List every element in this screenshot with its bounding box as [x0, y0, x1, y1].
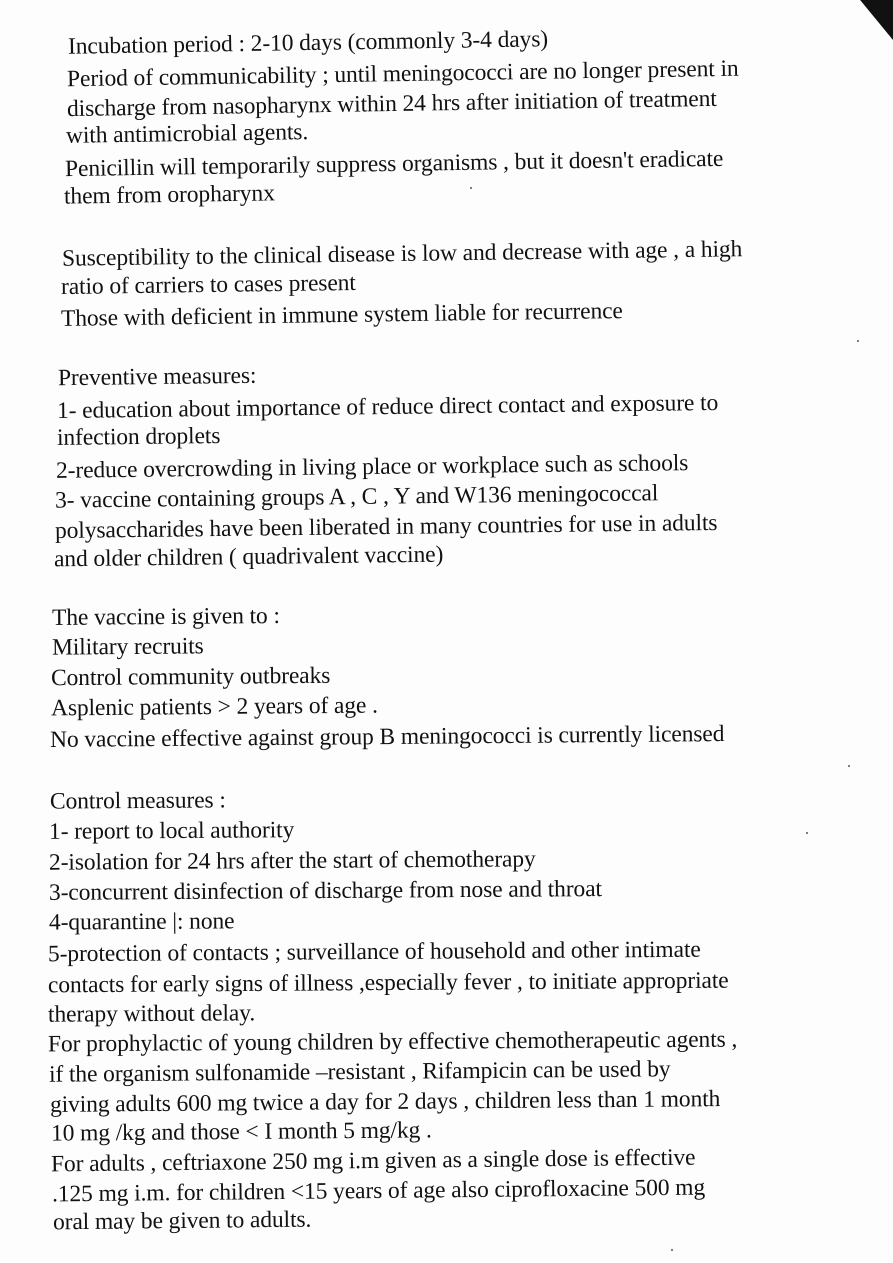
text-line: oral may be given to adults. — [52, 1206, 312, 1236]
text-line: and older children ( quadrivalent vaccine) — [53, 541, 444, 573]
text-line-susceptibility: Susceptibility to the clinical disease is low and decrease with age , a high — [61, 236, 743, 272]
text-line: 10 mg /kg and those < I month 5 mg/kg . — [50, 1117, 432, 1147]
text-line-penicillin: Penicillin will temporarily suppress organisms , but it doesn't eradicate — [64, 145, 724, 183]
text-line: polysaccharides have been liberated in many countries for use in adults — [54, 509, 718, 545]
text-line: 1- report to local authority — [48, 817, 295, 845]
text-line: 3- vaccine containing groups A , C , Y and W136 meningococcal — [54, 480, 659, 514]
scan-speck — [857, 340, 859, 342]
text-line: Control community outbreaks — [50, 662, 331, 692]
text-line: if the organism sulfonamide –resistant , Rifampicin can be used by — [48, 1056, 671, 1088]
text-line: .125 mg i.m. for children <15 years of age also ciprofloxacine 500 mg — [51, 1174, 706, 1208]
text-line: contacts for early signs of illness ,especially fever , to initiate appropriate — [47, 967, 729, 999]
text-line: them from oropharynx — [63, 180, 275, 210]
text-line: 3-concurrent disinfection of discharge from nose and throat — [48, 876, 603, 906]
scan-speck — [848, 765, 850, 767]
text-line: 4-quarantine |: none — [48, 908, 235, 936]
text-line: 5-protection of contacts ; surveillance of household and other intimate — [47, 936, 701, 968]
text-line: 2-isolation for 24 hrs after the start of chemotherapy — [48, 846, 536, 876]
text-line-incubation: Incubation period : 2-10 days (commonly 3-4 days) — [67, 26, 549, 60]
scan-speck — [470, 187, 472, 189]
text-line-communicability: Period of communicability ; until meningococci are no longer present in — [66, 55, 739, 93]
text-line: 2-reduce overcrowding in living place or workplace such as schools — [55, 450, 689, 484]
text-line: therapy without delay. — [47, 1000, 256, 1028]
text-line: ratio of carriers to cases present — [60, 269, 356, 301]
text-line: giving adults 600 mg twice a day for 2 days , children less than 1 month — [49, 1086, 721, 1118]
text-line: Those with deficient in immune system liable for recurrence — [60, 298, 623, 332]
heading-control-measures: Control measures : — [49, 787, 226, 815]
text-line: For adults , ceftriaxone 250 mg i.m given as a single dose is effective — [50, 1144, 696, 1178]
text-line: infection droplets — [56, 423, 221, 451]
heading-preventive-measures: Preventive measures: — [57, 362, 257, 392]
scan-speck — [806, 832, 808, 834]
text-line: Military recruits — [51, 633, 204, 661]
text-line: 1- education about importance of reduce direct contact and exposure to — [56, 389, 719, 425]
scan-speck — [671, 1249, 673, 1251]
text-line: No vaccine effective against group B meningococci is currently licensed — [49, 721, 725, 753]
text-line: with antimicrobial agents. — [65, 119, 309, 149]
text-line: For prophylactic of young children by effective chemotherapeutic agents , — [47, 1026, 738, 1058]
text-line: Asplenic patients > 2 years of age . — [50, 692, 378, 722]
corner-scan-mark — [857, 0, 893, 40]
heading-vaccine-given-to: The vaccine is given to : — [51, 603, 280, 631]
text-line: discharge from nasopharynx within 24 hrs after initiation of treatment — [66, 85, 717, 123]
